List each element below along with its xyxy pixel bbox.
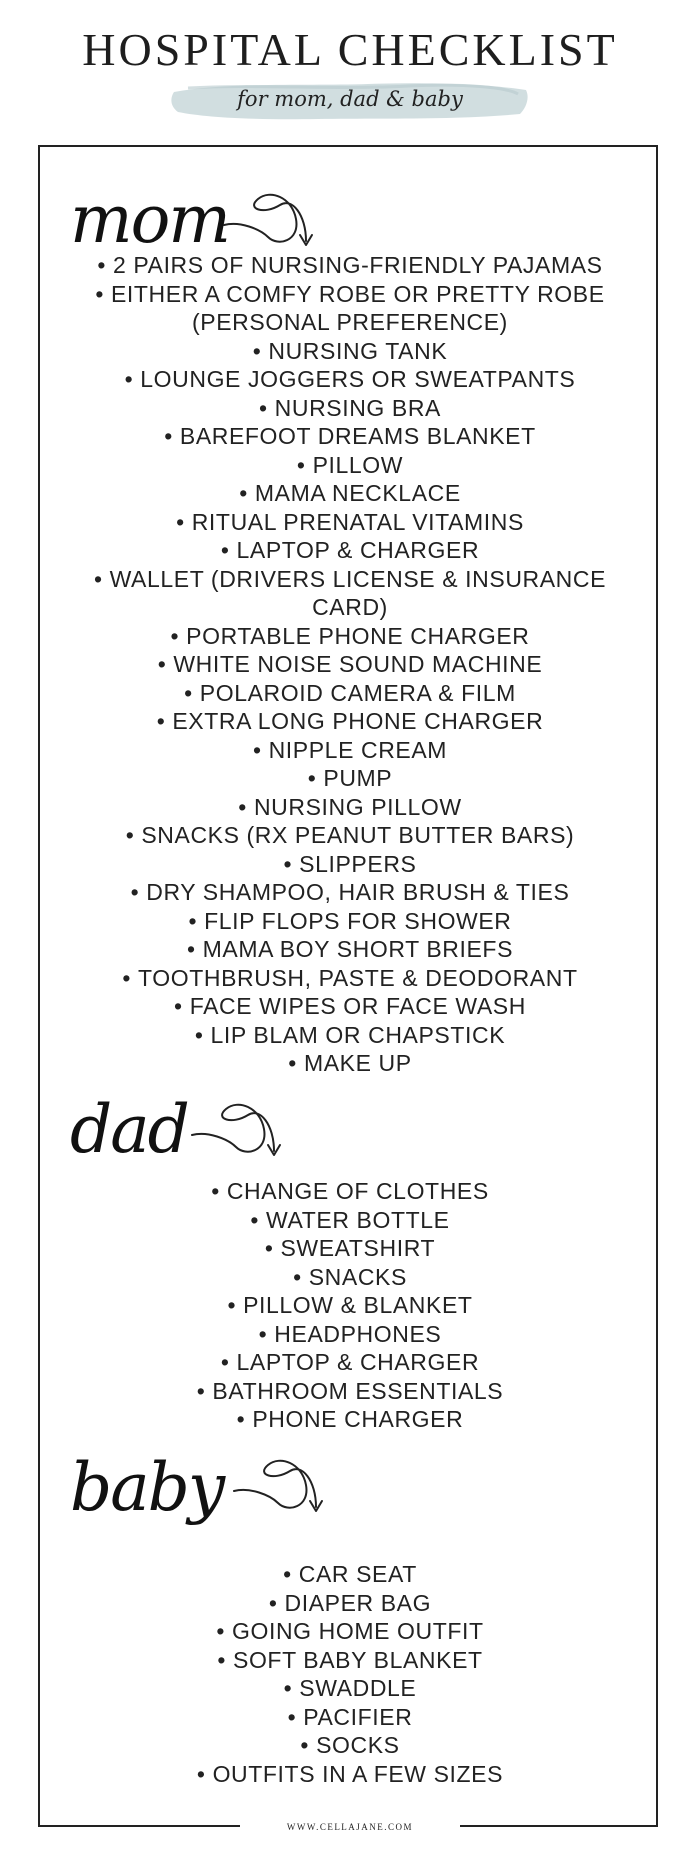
list-item: • LIP BLAM OR CHAPSTICK — [40, 1021, 660, 1050]
list-item: • RITUAL PRENATAL VITAMINS — [40, 508, 660, 537]
list-item: • FLIP FLOPS FOR SHOWER — [40, 907, 660, 936]
baby-item-list — [40, 1560, 660, 1788]
subtitle-banner — [168, 78, 532, 122]
list-item: • SNACKS (RX PEANUT BUTTER BARS) — [40, 821, 660, 850]
list-item: • BATHROOM ESSENTIALS — [40, 1377, 660, 1406]
list-item: • MAKE UP — [40, 1049, 660, 1078]
mom-item-list — [40, 251, 660, 1078]
page-title: HOSPITAL CHECKLIST — [82, 24, 618, 75]
list-item: • SOFT BABY BLANKET — [40, 1646, 660, 1675]
curly-arrow-icon — [220, 175, 320, 255]
list-item: • SWADDLE — [40, 1674, 660, 1703]
list-item: • SWEATSHIRT — [40, 1234, 660, 1263]
list-item: • EITHER A COMFY ROBE OR PRETTY ROBE (PERSONAL PREFERENCE) — [40, 280, 660, 337]
list-item: • LAPTOP & CHARGER — [40, 1348, 660, 1377]
list-item: • POLAROID CAMERA & FILM — [40, 679, 660, 708]
curly-arrow-icon — [230, 1441, 330, 1521]
section-label-baby: baby — [70, 1449, 224, 1526]
list-item: • NURSING BRA — [40, 394, 660, 423]
list-item: • LOUNGE JOGGERS OR SWEATPANTS — [40, 365, 660, 394]
list-item: • TOOTHBRUSH, PASTE & DEODORANT — [40, 964, 660, 993]
dad-item-list — [40, 1177, 660, 1434]
section-heading-mom — [70, 175, 370, 258]
list-item: • HEADPHONES — [40, 1320, 660, 1349]
list-item: • CAR SEAT — [40, 1560, 660, 1589]
list-item: • PILLOW — [40, 451, 660, 480]
list-item: • NURSING TANK — [40, 337, 660, 366]
footer-site-url: WWW.CELLAJANE.COM — [240, 1815, 460, 1839]
list-item: • DIAPER BAG — [40, 1589, 660, 1618]
section-label-mom: mom — [70, 181, 229, 258]
list-item: • DRY SHAMPOO, HAIR BRUSH & TIES — [40, 878, 660, 907]
list-item: • WHITE NOISE SOUND MACHINE — [40, 650, 660, 679]
curly-arrow-icon — [188, 1085, 288, 1165]
section-heading-baby — [70, 1443, 370, 1526]
section-heading-dad — [70, 1085, 370, 1168]
list-item: • FACE WIPES OR FACE WASH — [40, 992, 660, 1021]
section-label-dad: dad — [70, 1091, 188, 1168]
list-item: • LAPTOP & CHARGER — [40, 536, 660, 565]
list-item: • SLIPPERS — [40, 850, 660, 879]
list-item: • SNACKS — [40, 1263, 660, 1292]
list-item: • CHANGE OF CLOTHES — [40, 1177, 660, 1206]
page-subtitle: for mom, dad & baby — [237, 87, 463, 111]
list-item: • MAMA BOY SHORT BRIEFS — [40, 935, 660, 964]
list-item: • NIPPLE CREAM — [40, 736, 660, 765]
list-item: • NURSING PILLOW — [40, 793, 660, 822]
list-item: • EXTRA LONG PHONE CHARGER — [40, 707, 660, 736]
list-item: • PACIFIER — [40, 1703, 660, 1732]
checklist-card — [38, 145, 658, 1827]
list-item: • PORTABLE PHONE CHARGER — [40, 622, 660, 651]
list-item: • 2 PAIRS OF NURSING-FRIENDLY PAJAMAS — [40, 251, 660, 280]
list-item: • PILLOW & BLANKET — [40, 1291, 660, 1320]
list-item: • SOCKS — [40, 1731, 660, 1760]
list-item: • OUTFITS IN A FEW SIZES — [40, 1760, 660, 1789]
list-item: • MAMA NECKLACE — [40, 479, 660, 508]
list-item: • PUMP — [40, 764, 660, 793]
list-item: • WATER BOTTLE — [40, 1206, 660, 1235]
list-item: • PHONE CHARGER — [40, 1405, 660, 1434]
list-item: • WALLET (DRIVERS LICENSE & INSURANCE CARD) — [40, 565, 660, 622]
list-item: • GOING HOME OUTFIT — [40, 1617, 660, 1646]
list-item: • BAREFOOT DREAMS BLANKET — [40, 422, 660, 451]
